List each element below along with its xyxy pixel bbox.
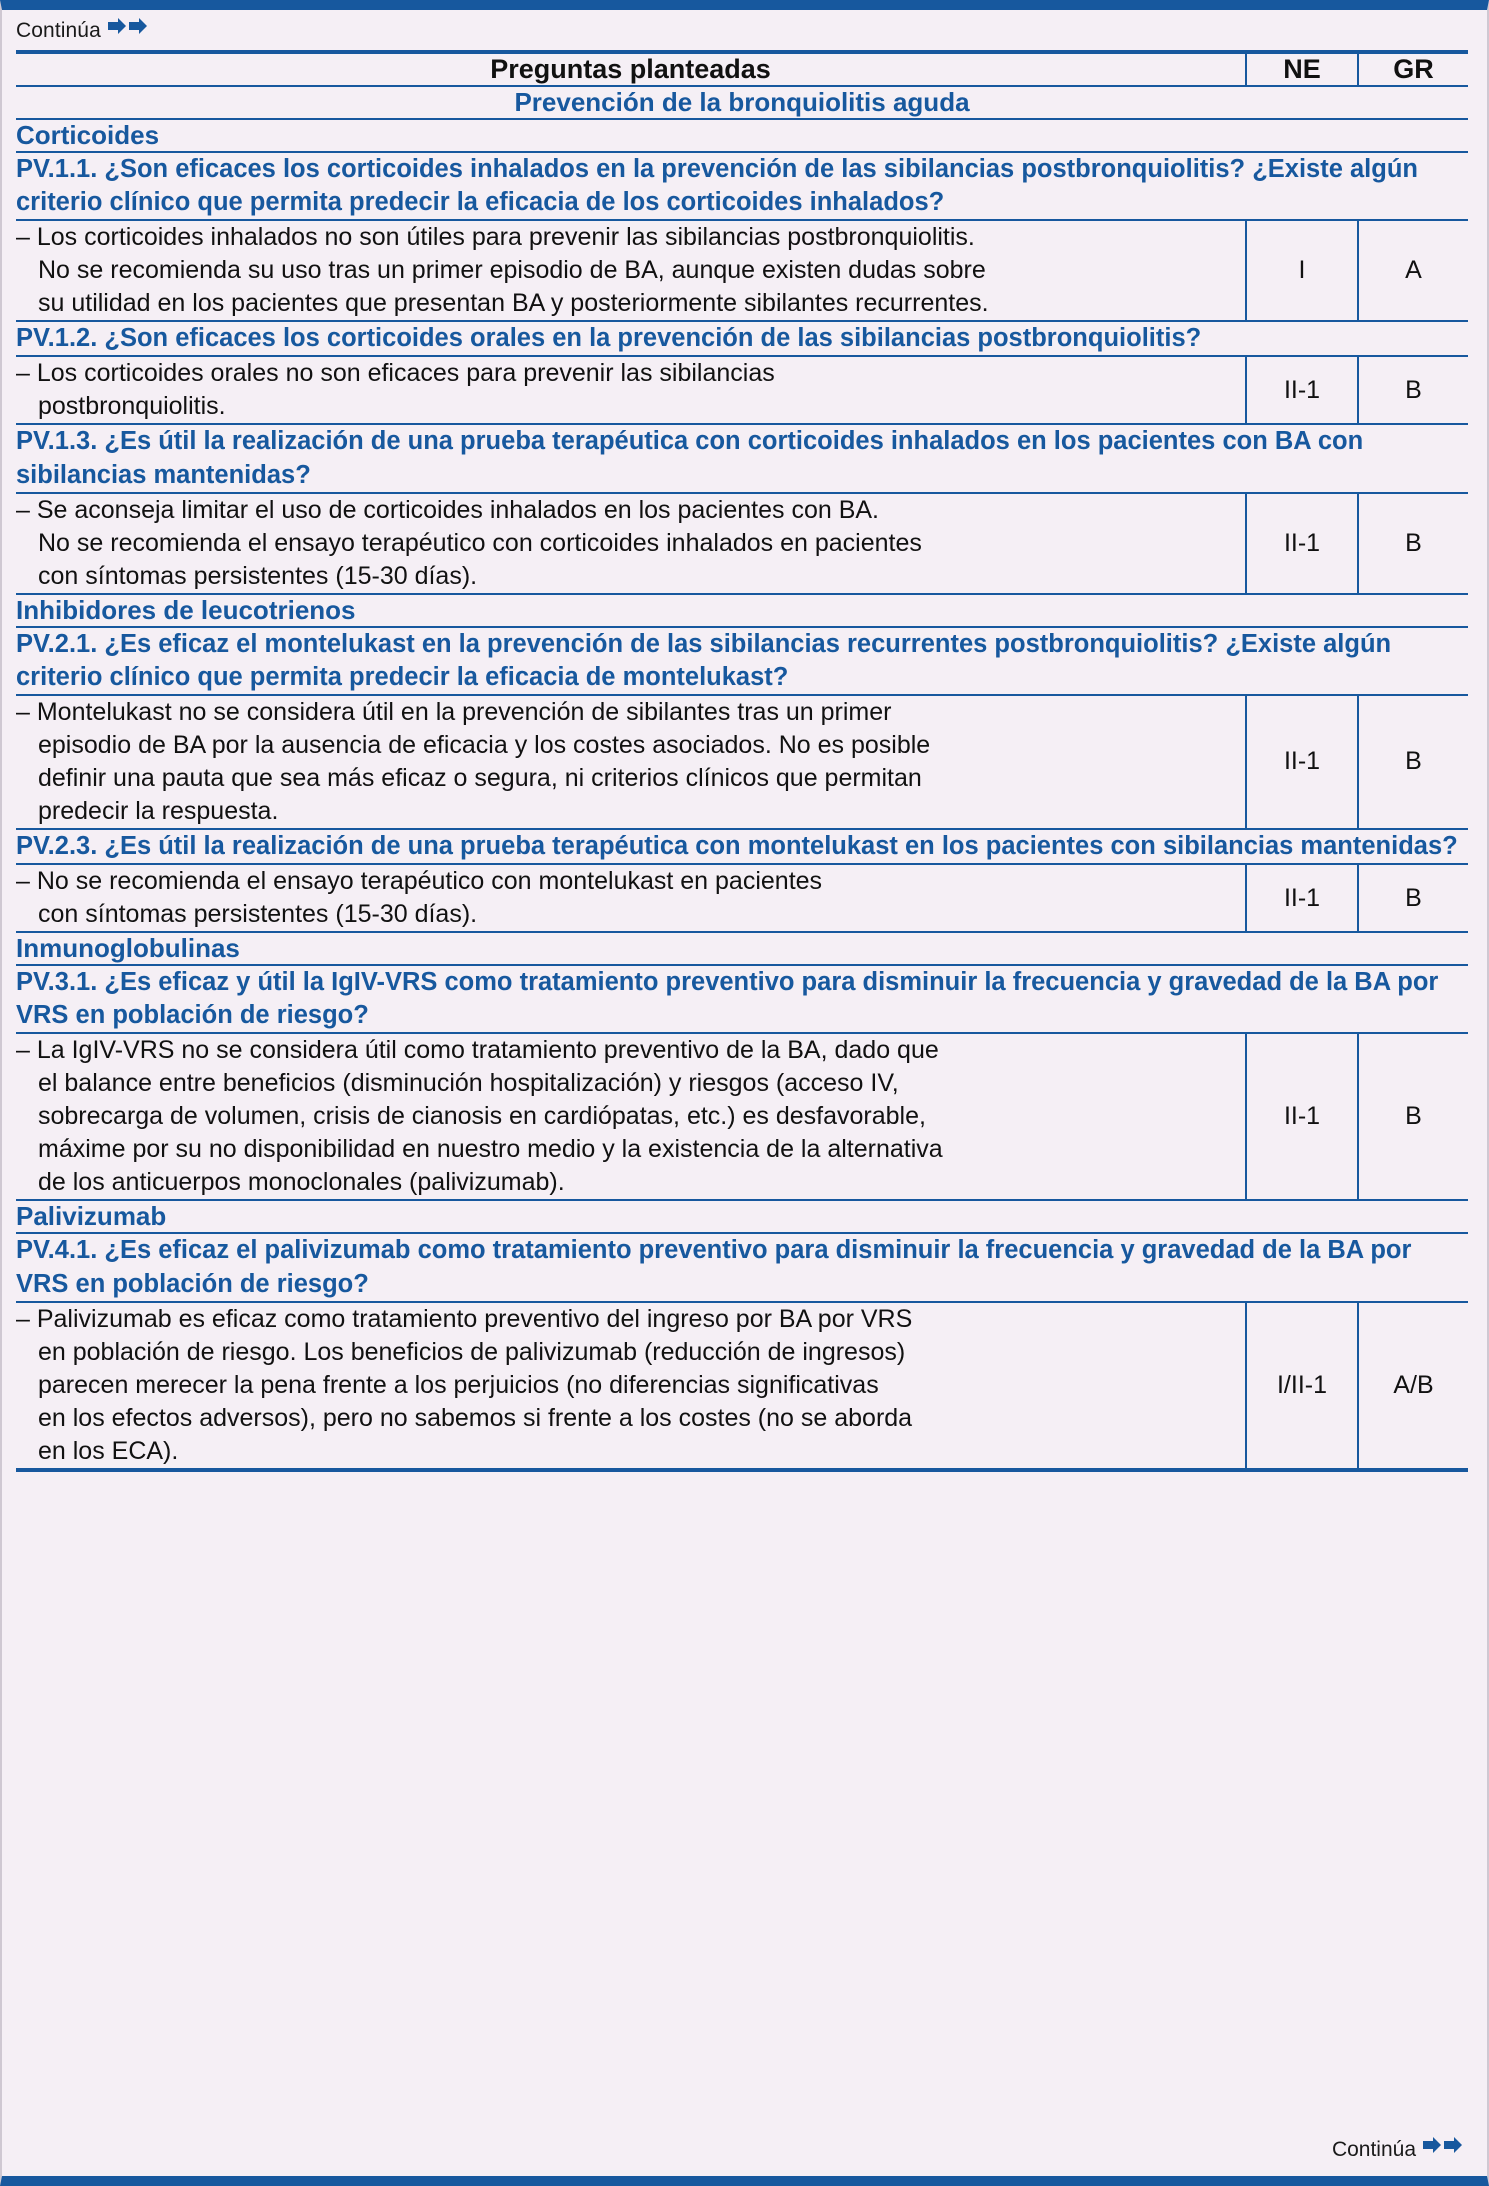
answer-pv-2-3 bbox=[16, 864, 1246, 932]
gr-value: B bbox=[1358, 695, 1468, 829]
answer-row bbox=[16, 220, 1468, 321]
answer-line: con síntomas persistentes (15-30 días). bbox=[38, 561, 478, 590]
gr-value: A/B bbox=[1358, 1302, 1468, 1470]
group-heading-palivizumab: Palivizumab bbox=[16, 1200, 1468, 1233]
answer-line: sobrecarga de volumen, crisis de cianosis en cardiópatas, etc.) es desfavorable, bbox=[38, 1102, 926, 1131]
group-heading-inmunoglobulinas: Inmunoglobulinas bbox=[16, 932, 1468, 965]
answer-row bbox=[16, 695, 1468, 829]
answer-line: definir una pauta que sea más eficaz o segura, ni criterios clínicos que permitan bbox=[38, 763, 922, 792]
question-line: y gravedad de la BA por VRS en población de riesgo? bbox=[16, 1236, 1412, 1298]
question-pv-3-1 bbox=[16, 965, 1468, 1033]
ne-value: II-1 bbox=[1246, 695, 1358, 829]
question-pv-1-1 bbox=[16, 152, 1468, 220]
gr-value: B bbox=[1358, 864, 1468, 932]
answer-line: No se recomienda el ensayo terapéutico con corticoides inhalados en pacientes bbox=[38, 528, 922, 557]
column-header-ne: NE bbox=[1246, 52, 1358, 86]
question-pv-2-1 bbox=[16, 627, 1468, 695]
continuation-bottom bbox=[1332, 2135, 1465, 2162]
answer-pv-1-1 bbox=[16, 220, 1246, 321]
answer-line: con síntomas persistentes (15-30 días). bbox=[38, 900, 478, 929]
answer-line: – Palivizumab es eficaz como tratamiento preventivo del ingreso por BA por VRS bbox=[16, 1304, 913, 1333]
answer-pv-1-2 bbox=[16, 356, 1246, 424]
answer-line: de los anticuerpos monoclonales (palivizumab). bbox=[38, 1168, 565, 1197]
question-line: PV.1.3. ¿Es útil la realización de una prueba terapéutica con corticoides inhalados en los pacientes bbox=[16, 427, 1216, 456]
group-heading-row bbox=[16, 932, 1468, 965]
question-pv-2-3 bbox=[16, 829, 1468, 864]
answer-line: – Se aconseja limitar el uso de corticoides inhalados en los pacientes con BA. bbox=[16, 495, 880, 524]
recommendations-table bbox=[16, 50, 1468, 1532]
answer-row bbox=[16, 356, 1468, 424]
answer-row bbox=[16, 493, 1468, 594]
answer-row bbox=[16, 1302, 1468, 1470]
gr-value: B bbox=[1358, 1033, 1468, 1200]
answer-pv-1-3 bbox=[16, 493, 1246, 594]
answer-line: – No se recomienda el ensayo terapéutico con montelukast en pacientes bbox=[16, 867, 823, 896]
answer-line: No se recomienda su uso tras un primer episodio de BA, aunque existen dudas sobre bbox=[38, 256, 986, 285]
question-pv-1-2 bbox=[16, 321, 1468, 356]
ne-value: II-1 bbox=[1246, 356, 1358, 424]
answer-line: el balance entre beneficios (disminución hospitalización) y riesgos (acceso IV, bbox=[38, 1069, 899, 1098]
question-pv-1-3 bbox=[16, 424, 1468, 492]
answer-pv-4-1 bbox=[16, 1302, 1246, 1470]
continuation-top-label: Continúa bbox=[16, 19, 101, 42]
continuation-bottom-label: Continúa bbox=[1331, 2138, 1416, 2161]
answer-line: episodio de BA por la ausencia de eficacia y los costes asociados. No es posible bbox=[38, 730, 931, 759]
answer-pv-3-1 bbox=[16, 1033, 1246, 1200]
ne-value: II-1 bbox=[1246, 864, 1358, 932]
question-line: PV.4.1. ¿Es eficaz el palivizumab como tratamiento preventivo para disminuir la frecuencia bbox=[16, 1236, 1114, 1265]
question-line: PV.1.1. ¿Son eficaces los corticoides inhalados en la prevención de las sibilancias bbox=[16, 155, 1015, 183]
group-heading-row bbox=[16, 1200, 1468, 1233]
question-line: con BA con sibilancias mantenidas? bbox=[16, 427, 1364, 489]
question-line: inhalados? bbox=[809, 188, 945, 217]
answer-row bbox=[16, 864, 1468, 932]
column-header-gr: GR bbox=[1358, 52, 1468, 86]
question-row bbox=[16, 965, 1468, 1033]
group-heading-corticoides: Corticoides bbox=[16, 119, 1468, 152]
answer-line: en población de riesgo. Los beneficios de palivizumab (reducción de ingresos) bbox=[38, 1337, 906, 1366]
continuation-top bbox=[2, 10, 1487, 50]
question-line: ¿Existe algún criterio clínico que permita predecir la eficacia de montelukast? bbox=[16, 629, 1392, 691]
section-title: Prevención de la bronquiolitis aguda bbox=[16, 86, 1468, 119]
question-row bbox=[16, 152, 1468, 220]
group-heading-inhibidores-leucotrienos: Inhibidores de leucotrienos bbox=[16, 594, 1468, 627]
column-header-question: Preguntas planteadas bbox=[16, 52, 1246, 86]
ne-value: I bbox=[1246, 220, 1358, 321]
answer-pv-2-1 bbox=[16, 695, 1246, 829]
question-pv-4-1 bbox=[16, 1233, 1468, 1301]
answer-line: – Montelukast no se considera útil en la prevención de sibilantes tras un primer bbox=[16, 697, 892, 726]
section-title-row bbox=[16, 86, 1468, 119]
double-right-arrow-icon bbox=[1423, 2135, 1465, 2155]
question-row bbox=[16, 321, 1468, 356]
table-bottom-rule bbox=[16, 1470, 1468, 1532]
group-heading-row bbox=[16, 594, 1468, 627]
gr-value: B bbox=[1358, 356, 1468, 424]
answer-line: predecir la respuesta. bbox=[38, 796, 279, 825]
answer-line: en los efectos adversos), pero no sabemos si frente a los costes (no se aborda bbox=[38, 1403, 913, 1432]
ne-value: I/II-1 bbox=[1246, 1302, 1358, 1470]
question-line: PV.2.3. ¿Es útil la realización de una prueba terapéutica con montelukast en los pacientes con bbox=[16, 831, 1156, 860]
group-heading-row bbox=[16, 119, 1468, 152]
answer-line: – Los corticoides orales no son eficaces para prevenir las sibilancias bbox=[16, 359, 775, 388]
ne-value: II-1 bbox=[1246, 493, 1358, 594]
question-line: PV.3.1. ¿Es eficaz y útil la IgIV-VRS como tratamiento preventivo para disminuir la frecuencia bbox=[16, 968, 1141, 997]
table-bottom-rule-row bbox=[16, 1470, 1468, 1532]
question-line: PV.1.2. ¿Son eficaces los corticoides orales en la prevención de las sibilancias postbronquiolitis? bbox=[16, 324, 1202, 353]
answer-line: – Los corticoides inhalados no son útiles para prevenir las sibilancias postbronquiolitis. bbox=[16, 223, 975, 252]
question-line: PV.2.1. ¿Es eficaz el montelukast en la prevención de las sibilancias recurrentes postbronquiolitis? bbox=[16, 629, 1219, 658]
answer-line: máxime por su no disponibilidad en nuestro medio y la existencia de la alternativa bbox=[38, 1135, 943, 1164]
question-line: sibilancias mantenidas? bbox=[1162, 831, 1458, 860]
question-row bbox=[16, 424, 1468, 492]
double-right-arrow-icon bbox=[108, 16, 150, 36]
answer-line: su utilidad en los pacientes que presentan BA y posteriormente sibilantes recurrentes. bbox=[38, 289, 989, 318]
question-row bbox=[16, 1233, 1468, 1301]
answer-line: en los ECA). bbox=[38, 1436, 179, 1465]
gr-value: A bbox=[1358, 220, 1468, 321]
table-header-row bbox=[16, 52, 1468, 86]
answer-line: – La IgIV-VRS no se considera útil como tratamiento preventivo de la BA, dado que bbox=[16, 1036, 939, 1065]
question-line: y gravedad de la BA por VRS en población de riesgo? bbox=[16, 968, 1439, 1030]
answer-line: postbronquiolitis. bbox=[38, 392, 226, 421]
gr-value: B bbox=[1358, 493, 1468, 594]
question-row bbox=[16, 829, 1468, 864]
answer-row bbox=[16, 1033, 1468, 1200]
ne-value: II-1 bbox=[1246, 1033, 1358, 1200]
question-row bbox=[16, 627, 1468, 695]
question-line: postbronquiolitis? ¿Existe algún criterio clínico que permita predecir la eficacia de los corticoides bbox=[16, 155, 1418, 217]
answer-line: parecen merecer la pena frente a los perjuicios (no diferencias significativas bbox=[38, 1370, 879, 1399]
